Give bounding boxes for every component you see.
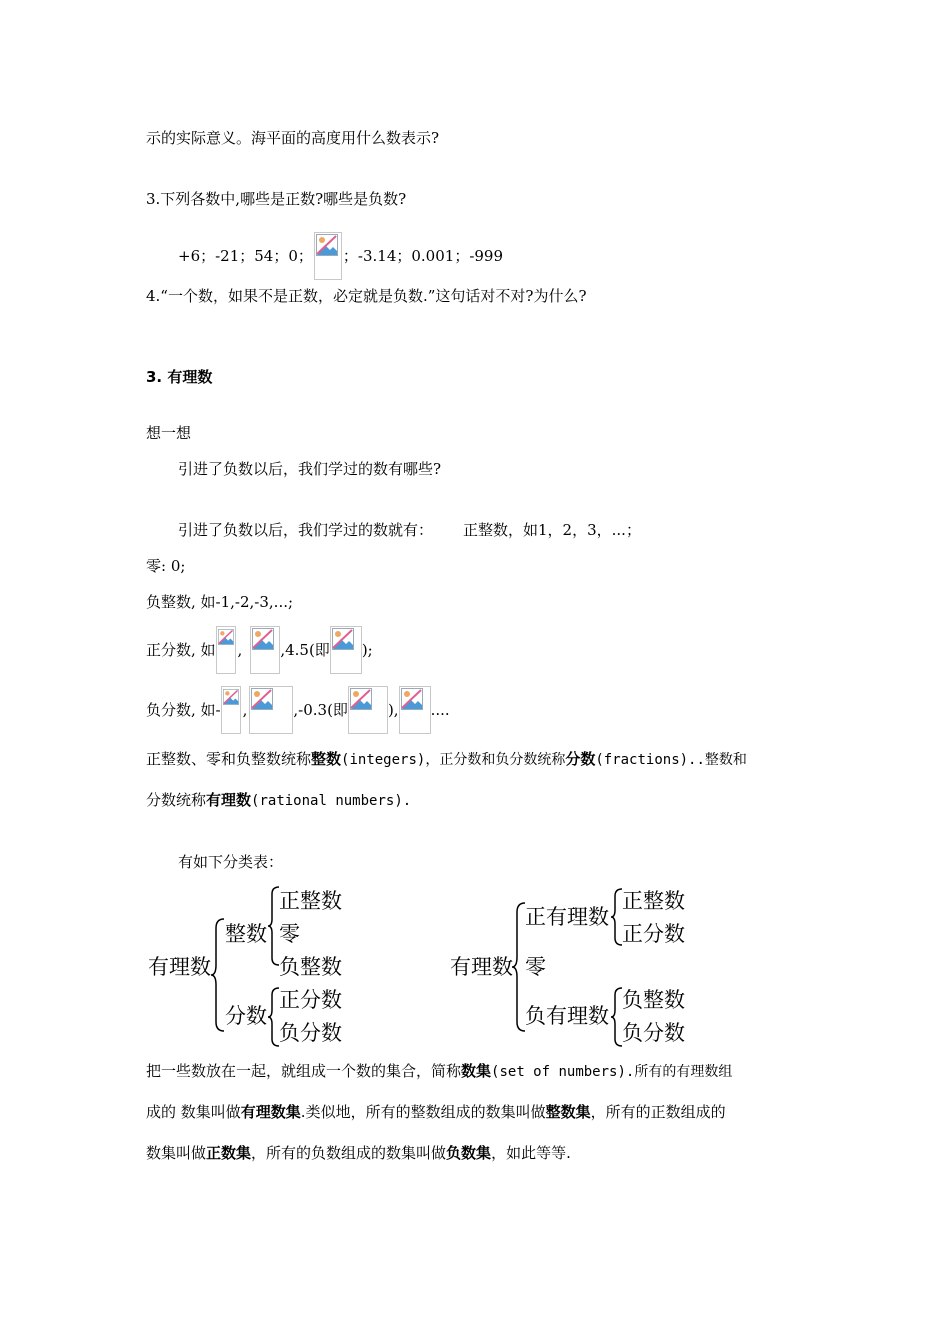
tree-leaf: 正整数: [622, 889, 685, 913]
broken-image-icon: [399, 686, 431, 734]
question-text: 引进了负数以后，我们学过的数有哪些?: [178, 460, 442, 478]
definition-text: (integers)，正分数和负分数统称: [341, 752, 566, 768]
number-list-part: +6；-21；54；0；: [178, 247, 313, 265]
broken-image-icon: [221, 686, 241, 734]
definition-text: 分数统称: [146, 791, 207, 809]
tree-root: 有理数: [148, 955, 211, 979]
text-line: 示的实际意义。海平面的高度用什么数表示?: [146, 129, 440, 147]
positive-fractions-mid: ,4.5(即: [280, 641, 330, 659]
tree-leaf: 正分数: [622, 922, 685, 946]
sets-text: .类似地，所有的整数组成的数集叫做: [300, 1103, 546, 1121]
sets-text: 数集叫做: [146, 1144, 207, 1162]
definition-text: (fractions)..整数和: [595, 752, 747, 768]
term-fractions: 分数: [565, 750, 596, 768]
tree-node-zero: 零: [525, 955, 546, 979]
sets-line-2: [146, 1102, 726, 1122]
broken-image-icon: [348, 686, 388, 734]
term-integer-set: 整数集: [545, 1103, 591, 1121]
positive-integers: 正整数，如1，2，3，...；: [463, 521, 641, 539]
number-list: [178, 232, 503, 272]
definition-text: 正整数、零和负整数统称: [146, 750, 312, 768]
tree-node-integers: 整数: [225, 922, 267, 946]
tree-leaf: 正整数: [279, 889, 342, 913]
classification-tree-left: [146, 884, 386, 1050]
definition-text: (rational numbers).: [251, 793, 412, 809]
broken-image-icon: [249, 686, 293, 734]
tree-leaf: 零: [279, 922, 300, 946]
answer-text: 引进了负数以后，我们学过的数就有：: [178, 521, 434, 539]
broken-image-icon: [314, 232, 342, 280]
tree-node-fractions: 分数: [225, 1004, 267, 1028]
sets-text: ，所有的正数组成的: [590, 1103, 726, 1121]
sets-text: ，如此等等.: [491, 1144, 571, 1162]
classification-tree-right: [448, 884, 708, 1050]
positive-fractions-line: [146, 626, 373, 676]
term-set-of-numbers: 数集: [461, 1062, 492, 1080]
ellipsis: ....: [430, 701, 450, 719]
tree-root: 有理数: [450, 955, 513, 979]
number-list-part: ；-3.14；0.001；-999: [342, 247, 504, 265]
brace-shape: [210, 918, 226, 1032]
brace-shape: [511, 902, 527, 1032]
broken-image-icon: [250, 626, 280, 674]
term-positive-set: 正数集: [206, 1144, 252, 1162]
brace-shape: [267, 886, 281, 966]
brace-shape: [267, 987, 281, 1047]
sets-line-1: [146, 1061, 732, 1082]
tree-node-negative-rationals: 负有理数: [525, 1004, 609, 1028]
question-4: 4.“一个数，如果不是正数，必定就是负数.”这句话对不对?为什么?: [146, 287, 587, 305]
negative-fractions-sep: ),: [387, 701, 399, 719]
tree-leaf: 负分数: [622, 1021, 685, 1045]
section-heading: [146, 367, 212, 387]
broken-image-icon: [216, 626, 236, 674]
negative-integers-line: 负整数, 如-1,-2,-3,...;: [146, 593, 294, 611]
term-negative-set: 负数集: [446, 1144, 492, 1162]
section-heading-text: 3. 有理数: [146, 368, 213, 386]
table-intro: 有如下分类表：: [178, 853, 284, 871]
sets-text: 成的 数集叫做: [146, 1103, 241, 1121]
term-integers: 整数: [311, 750, 342, 768]
positive-fractions-label: 正分数, 如: [146, 641, 216, 659]
tree-leaf: 负分数: [279, 1021, 342, 1045]
term-rational-set: 有理数集: [240, 1103, 301, 1121]
term-rational-numbers: 有理数: [206, 791, 252, 809]
sets-line-3: [146, 1143, 571, 1163]
answer-line: [178, 520, 641, 540]
sets-text: 把一些数放在一起，就组成一个数的集合，简称: [146, 1062, 462, 1080]
definition-line-2: [146, 790, 411, 811]
negative-fractions-line: [146, 686, 450, 736]
brace-shape: [610, 888, 624, 946]
tree-leaf: 正分数: [279, 988, 342, 1012]
negative-fractions-label: 负分数, 如-: [146, 701, 221, 719]
positive-fractions-end: );: [361, 641, 373, 659]
zero-line: 零: 0;: [146, 557, 186, 575]
comma: ,: [242, 701, 248, 719]
question-3: 3.下列各数中,哪些是正数?哪些是负数?: [146, 190, 407, 208]
think-label: 想一想: [146, 424, 192, 442]
brace-shape: [610, 987, 624, 1047]
tree-leaf: 负整数: [279, 955, 342, 979]
tree-leaf: 负整数: [622, 988, 685, 1012]
sets-text: (set of numbers).所有的有理数组: [491, 1064, 733, 1080]
comma: ,: [237, 641, 243, 659]
sets-text: ，所有的负数组成的数集叫做: [251, 1144, 447, 1162]
definition-line-1: [146, 749, 747, 770]
broken-image-icon: [330, 626, 362, 674]
negative-fractions-mid: ,-0.3(即: [293, 701, 348, 719]
tree-node-positive-rationals: 正有理数: [525, 905, 609, 929]
